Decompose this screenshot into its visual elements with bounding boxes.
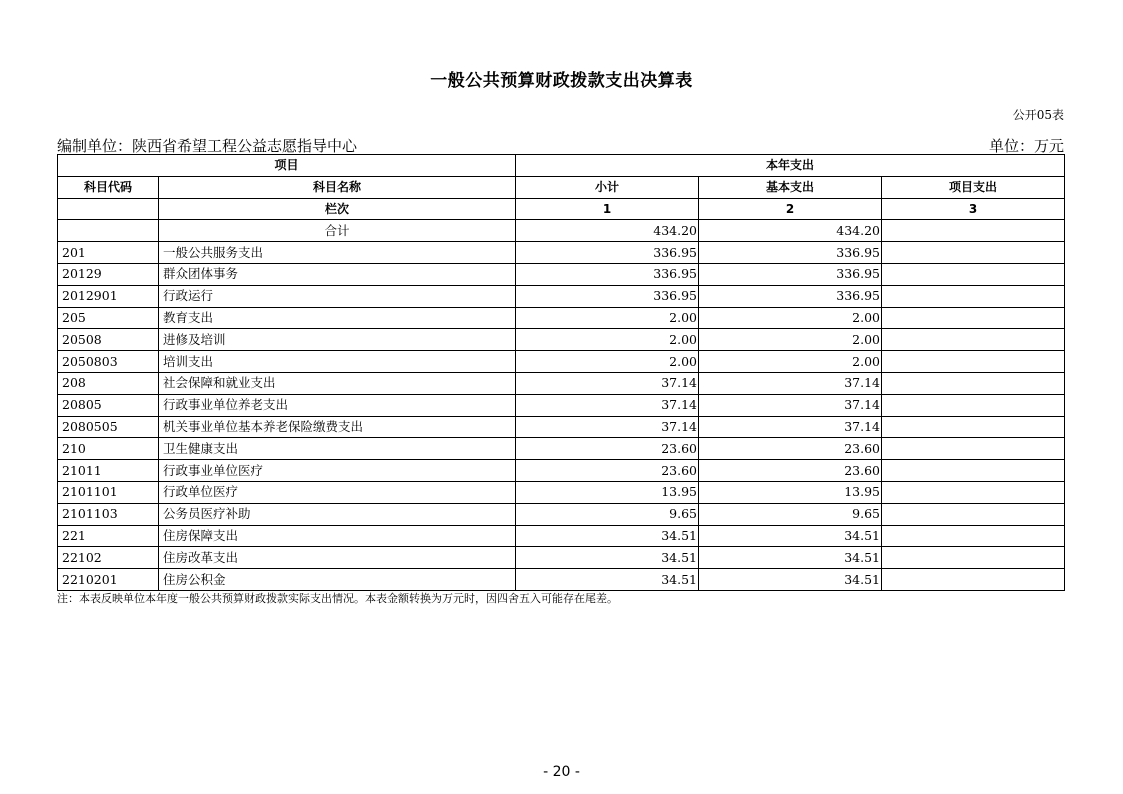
row-basic: 23.60	[699, 460, 882, 482]
row-project	[882, 372, 1065, 394]
table-row	[58, 285, 1065, 307]
row-code: 2012901	[58, 285, 159, 307]
row-code: 205	[58, 307, 159, 329]
total-subtotal: 434.20	[516, 220, 699, 242]
header-code: 科目代码	[58, 176, 159, 198]
row-subtotal: 336.95	[516, 285, 699, 307]
row-project	[882, 285, 1065, 307]
table-row	[58, 416, 1065, 438]
row-subtotal: 9.65	[516, 503, 699, 525]
row-project	[882, 242, 1065, 264]
row-subtotal: 23.60	[516, 460, 699, 482]
row-name: 进修及培训	[159, 329, 516, 351]
row-basic: 2.00	[699, 329, 882, 351]
row-basic: 2.00	[699, 351, 882, 373]
column-number-blank	[58, 198, 159, 220]
total-basic: 434.20	[699, 220, 882, 242]
unit-label: 单位：万元	[988, 137, 1064, 155]
table-row	[58, 394, 1065, 416]
row-name: 群众团体事务	[159, 263, 516, 285]
column-number-3: 3	[882, 198, 1065, 220]
row-project	[882, 351, 1065, 373]
row-code: 210	[58, 438, 159, 460]
table-row	[58, 438, 1065, 460]
column-label: 栏次	[159, 198, 516, 220]
total-project	[882, 220, 1065, 242]
row-name: 住房保障支出	[159, 525, 516, 547]
table-row	[58, 307, 1065, 329]
table-row	[58, 525, 1065, 547]
row-project	[882, 503, 1065, 525]
row-code: 2101103	[58, 503, 159, 525]
table-row	[58, 329, 1065, 351]
total-row	[58, 220, 1065, 242]
row-name: 公务员医疗补助	[159, 503, 516, 525]
row-name: 行政事业单位医疗	[159, 460, 516, 482]
header-name: 科目名称	[159, 176, 516, 198]
table-row	[58, 481, 1065, 503]
table-row	[58, 503, 1065, 525]
row-project	[882, 394, 1065, 416]
column-number-2: 2	[699, 198, 882, 220]
row-subtotal: 2.00	[516, 307, 699, 329]
row-subtotal: 2.00	[516, 329, 699, 351]
row-project	[882, 263, 1065, 285]
row-basic: 37.14	[699, 416, 882, 438]
row-project	[882, 307, 1065, 329]
row-subtotal: 34.51	[516, 569, 699, 591]
table-row	[58, 547, 1065, 569]
header-subtotal: 小计	[516, 176, 699, 198]
header-row-1	[58, 155, 1065, 177]
row-name: 卫生健康支出	[159, 438, 516, 460]
header-current-year: 本年支出	[516, 155, 1065, 177]
row-project	[882, 438, 1065, 460]
row-name: 一般公共服务支出	[159, 242, 516, 264]
row-subtotal: 37.14	[516, 416, 699, 438]
row-subtotal: 34.51	[516, 547, 699, 569]
row-subtotal: 34.51	[516, 525, 699, 547]
row-name: 行政事业单位养老支出	[159, 394, 516, 416]
table-row	[58, 460, 1065, 482]
row-project	[882, 569, 1065, 591]
row-project	[882, 525, 1065, 547]
row-subtotal: 23.60	[516, 438, 699, 460]
row-basic: 37.14	[699, 394, 882, 416]
table-body	[58, 220, 1065, 591]
row-name: 行政运行	[159, 285, 516, 307]
table-row	[58, 372, 1065, 394]
row-subtotal: 2.00	[516, 351, 699, 373]
row-basic: 34.51	[699, 569, 882, 591]
row-code: 21011	[58, 460, 159, 482]
row-code: 20129	[58, 263, 159, 285]
table-row	[58, 242, 1065, 264]
row-subtotal: 336.95	[516, 263, 699, 285]
row-code: 2050803	[58, 351, 159, 373]
table-row	[58, 263, 1065, 285]
row-code: 2101101	[58, 481, 159, 503]
budget-table	[57, 154, 1065, 591]
row-basic: 2.00	[699, 307, 882, 329]
row-basic: 9.65	[699, 503, 882, 525]
row-name: 住房公积金	[159, 569, 516, 591]
footnote: 注：本表反映单位本年度一般公共预算财政拨款实际支出情况。本表金额转换为万元时，因四舍五入可能存在尾差。	[57, 592, 618, 605]
row-code: 208	[58, 372, 159, 394]
row-basic: 34.51	[699, 525, 882, 547]
row-code: 221	[58, 525, 159, 547]
header-basic: 基本支出	[699, 176, 882, 198]
row-basic: 336.95	[699, 242, 882, 264]
row-subtotal: 13.95	[516, 481, 699, 503]
table-row	[58, 569, 1065, 591]
row-code: 201	[58, 242, 159, 264]
total-label: 合计	[159, 220, 516, 242]
header-project-expense: 项目支出	[882, 176, 1065, 198]
header-project: 项目	[58, 155, 516, 177]
row-name: 教育支出	[159, 307, 516, 329]
header-row-2	[58, 176, 1065, 198]
row-subtotal: 37.14	[516, 394, 699, 416]
row-basic: 336.95	[699, 285, 882, 307]
row-basic: 336.95	[699, 263, 882, 285]
page-number: - 20 -	[543, 764, 580, 780]
row-subtotal: 336.95	[516, 242, 699, 264]
form-number: 公开05表	[1012, 108, 1064, 122]
document-title: 一般公共预算财政拨款支出决算表	[430, 71, 693, 91]
row-code: 20805	[58, 394, 159, 416]
table-row	[58, 351, 1065, 373]
row-project	[882, 481, 1065, 503]
total-code-cell	[58, 220, 159, 242]
row-code: 20508	[58, 329, 159, 351]
row-basic: 34.51	[699, 547, 882, 569]
row-basic: 37.14	[699, 372, 882, 394]
row-basic: 23.60	[699, 438, 882, 460]
row-subtotal: 37.14	[516, 372, 699, 394]
row-project	[882, 416, 1065, 438]
row-code: 2080505	[58, 416, 159, 438]
organization-label: 编制单位：陕西省希望工程公益志愿指导中心	[57, 137, 358, 155]
row-project	[882, 460, 1065, 482]
row-project	[882, 329, 1065, 351]
row-code: 22102	[58, 547, 159, 569]
row-name: 社会保障和就业支出	[159, 372, 516, 394]
column-number-1: 1	[516, 198, 699, 220]
row-code: 2210201	[58, 569, 159, 591]
row-basic: 13.95	[699, 481, 882, 503]
row-project	[882, 547, 1065, 569]
row-name: 机关事业单位基本养老保险缴费支出	[159, 416, 516, 438]
row-name: 行政单位医疗	[159, 481, 516, 503]
column-number-row	[58, 198, 1065, 220]
row-name: 住房改革支出	[159, 547, 516, 569]
row-name: 培训支出	[159, 351, 516, 373]
